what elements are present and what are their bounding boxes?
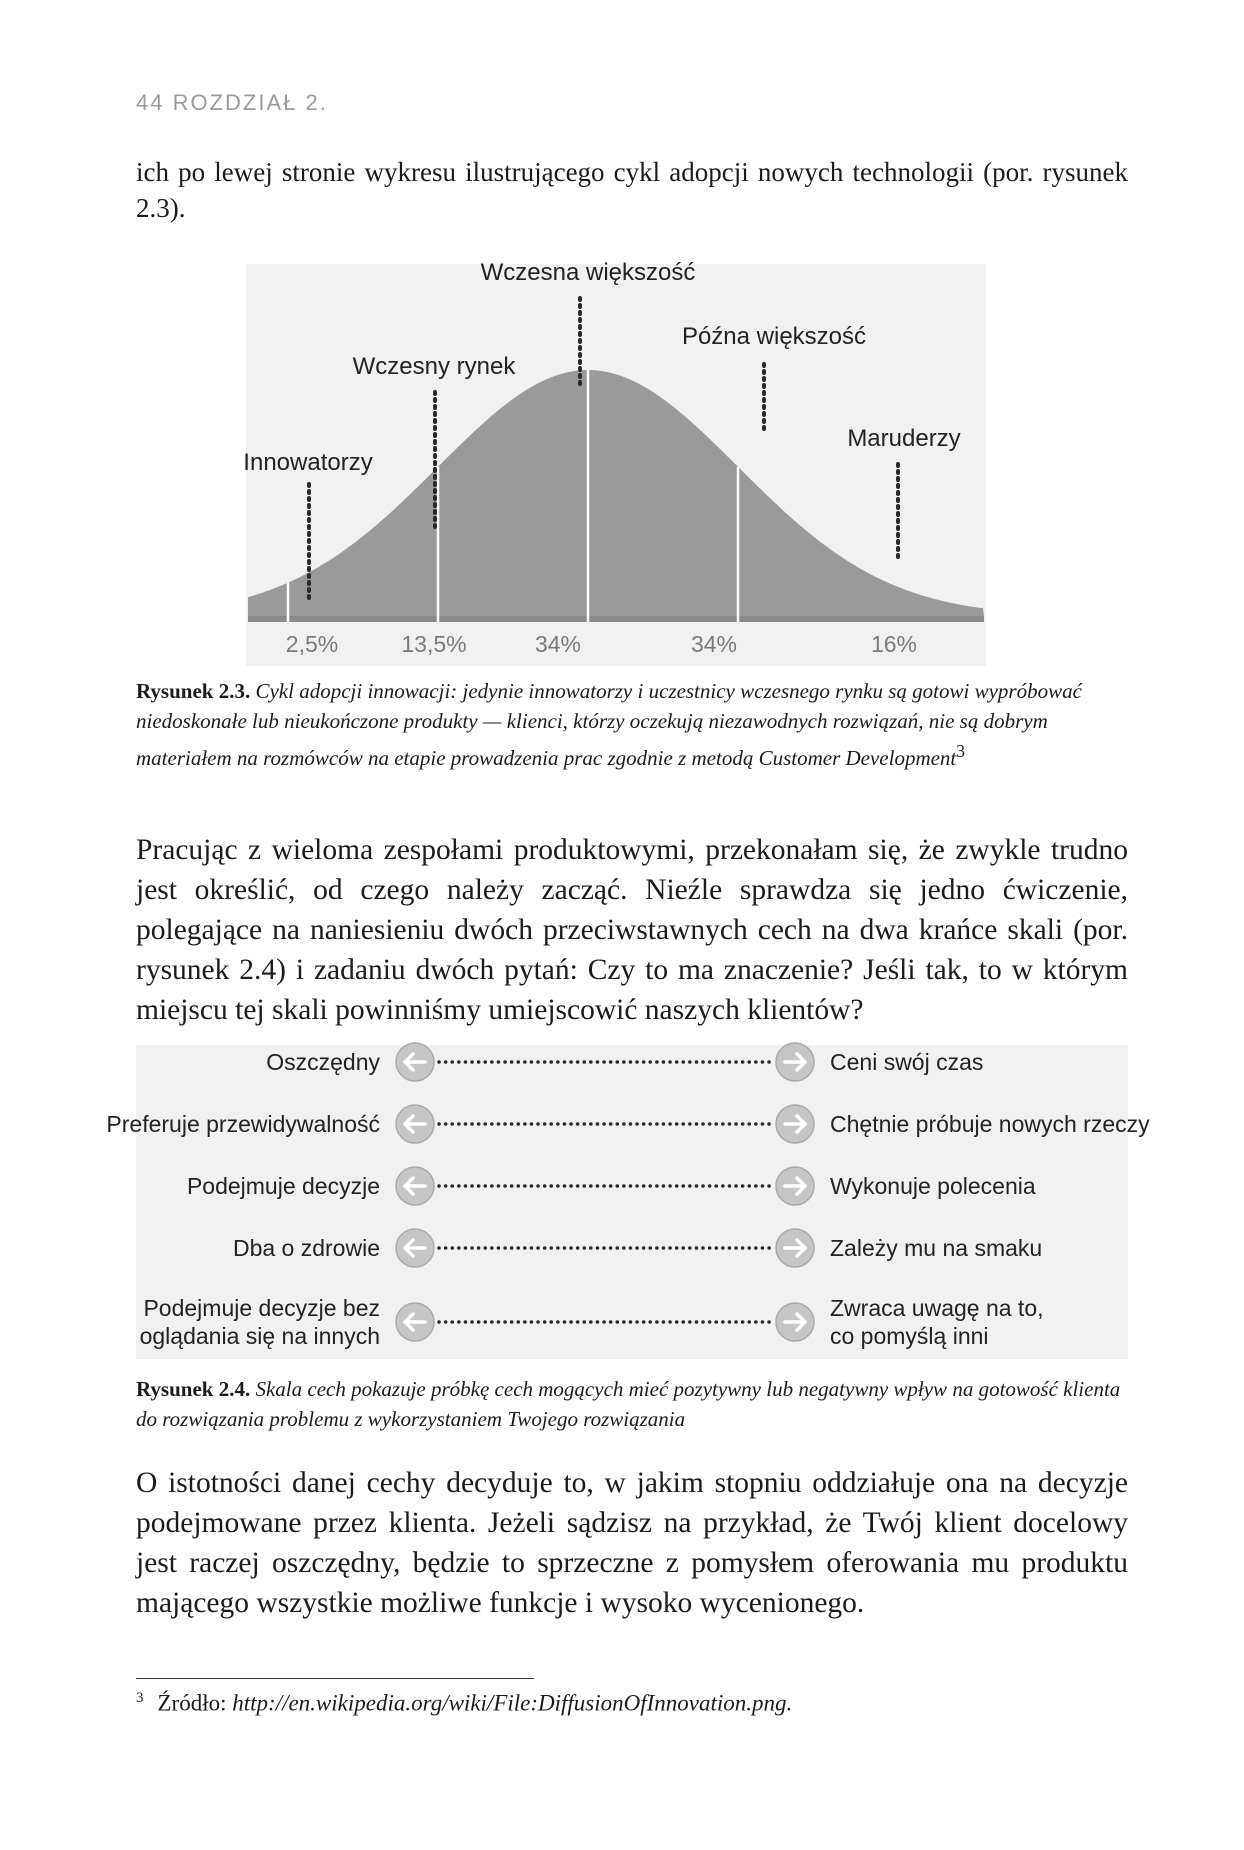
arrow-right-icon bbox=[776, 1105, 814, 1143]
trait-left-label: Podejmuje decyzje bbox=[186, 1173, 380, 1199]
percentage-label: 2,5% bbox=[285, 631, 339, 657]
figure-2-3-caption-text: Cykl adopcji innowacji: jedynie innowatorzy i uczestnicy wczesnego rynku są gotowi wypróbować niedoskonałe lub nieukończone produkty — klienci, którzy oczekują niezawodnych rozwiązań, nie są dobrym materiałem na rozmówców na etapie prowadzenia prac zgodnie z metodą Customer Development bbox=[136, 679, 1082, 770]
arrow-left-icon bbox=[396, 1167, 434, 1205]
trait-right-label: Zwraca uwagę na to, bbox=[830, 1295, 1044, 1321]
trait-right-label: Zależy mu na smaku bbox=[830, 1235, 1043, 1261]
intro-paragraph: ich po lewej stronie wykresu ilustrującego cykl adopcji nowych technologii (por. rysunek 2.3). bbox=[136, 157, 1128, 223]
percentage-label: 34% bbox=[534, 631, 582, 657]
arrow-right-icon bbox=[776, 1167, 814, 1205]
label-laggards: Maruderzy bbox=[847, 425, 961, 452]
figure-2-4-caption-label: Rysunek 2.4. bbox=[136, 1377, 251, 1401]
trait-right-label: Chętnie próbuje nowych rzeczy bbox=[830, 1111, 1150, 1137]
trait-right-label: co pomyślą inni bbox=[830, 1323, 989, 1349]
arrow-right-icon bbox=[776, 1303, 814, 1341]
arrow-left-icon bbox=[396, 1105, 434, 1143]
footnote-divider bbox=[136, 1678, 534, 1679]
arrow-left-icon bbox=[396, 1303, 434, 1341]
trait-right-label: Ceni swój czas bbox=[830, 1049, 984, 1075]
percentage-label: 13,5% bbox=[401, 631, 467, 657]
trait-row bbox=[140, 1295, 1044, 1349]
running-head: 44 ROZDZIAŁ 2. bbox=[136, 90, 328, 115]
arrow-left-icon bbox=[396, 1043, 434, 1081]
trait-row bbox=[266, 1049, 983, 1075]
trait-left-label: Oszczędny bbox=[266, 1049, 380, 1075]
trait-left-label: Podejmuje decyzje bez bbox=[143, 1295, 380, 1321]
arrow-right-icon bbox=[776, 1229, 814, 1267]
label-late-majority: Późna większość bbox=[681, 323, 867, 350]
percentage-label: 16% bbox=[870, 631, 918, 657]
footnote-reference: 3 bbox=[956, 741, 966, 761]
label-early-market: Wczesny rynek bbox=[352, 353, 516, 380]
figure-2-4-caption-text: Skala cech pokazuje próbkę cech mogących mieć pozytywny lub negatywny wpływ na gotowość klienta do rozwiązania problemu z wykorzystaniem Twojego rozwiązania bbox=[136, 1377, 1121, 1431]
figure-2-4-caption bbox=[136, 1374, 1128, 1434]
arrow-left-icon bbox=[396, 1229, 434, 1267]
label-early-majority: Wczesna większość bbox=[480, 259, 696, 286]
trait-right-label: Wykonuje polecenia bbox=[830, 1173, 1036, 1199]
arrow-right-icon bbox=[776, 1043, 814, 1081]
trait-row bbox=[187, 1173, 1036, 1199]
label-innovators: Innowatorzy bbox=[243, 449, 373, 476]
footnote-label: Źródło: bbox=[157, 1690, 227, 1716]
footnote bbox=[136, 1690, 792, 1717]
trait-row bbox=[106, 1111, 1150, 1137]
footnote-url: http://en.wikipedia.org/wiki/File:DiffusionOfInnovation.png. bbox=[232, 1690, 793, 1716]
trait-left-label: Preferuje przewidywalność bbox=[106, 1111, 380, 1137]
trait-left-label: oglądania się na innych bbox=[139, 1323, 380, 1349]
body-paragraph-2: O istotności danej cechy decyduje to, w jakim stopniu oddziałuje ona na decyzje podejmowane przez klienta. Jeżeli sądzisz na przykład, że Twój klient docelowy jest raczej oszczędny, będzie to sprzeczne z pomysłem oferowania mu produktu mającego wszystkie możliwe funkcje i wysoko wycenionego. bbox=[136, 1467, 1128, 1619]
trait-row bbox=[233, 1235, 1042, 1261]
footnote-number: 3 bbox=[136, 1690, 144, 1706]
figure-2-3-caption-label: Rysunek 2.3. bbox=[136, 679, 251, 703]
trait-left-label: Dba o zdrowie bbox=[232, 1235, 380, 1261]
body-paragraph-1: Pracując z wieloma zespołami produktowymi, przekonałam się, że zwykle trudno jest określić, od czego należy zacząć. Nieźle sprawdza się jedno ćwiczenie, polegające na naniesieniu dwóch przeciwstawnych cech na dwa krańce skali (por. rysunek 2.4) i zadaniu dwóch pytań: Czy to ma znaczenie? Jeśli tak, to w którym miejscu tej skali powinniśmy umiejscowić naszych klientów? bbox=[136, 834, 1128, 1026]
percentage-label: 34% bbox=[690, 631, 738, 657]
